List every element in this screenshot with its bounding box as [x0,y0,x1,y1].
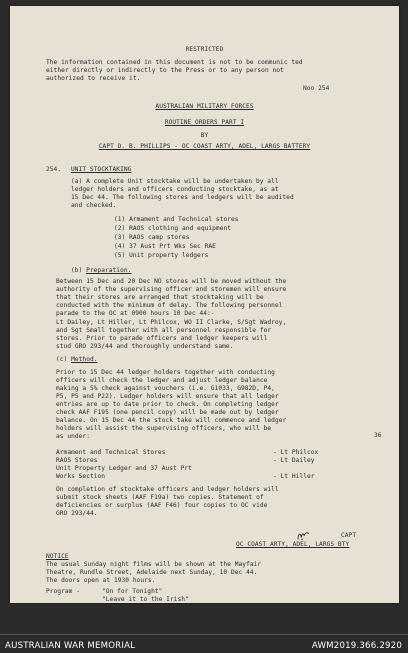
program-item: "On for Tonight" [102,588,163,595]
para-b-line: stud GRO 293/44 and thoroughly understand same. [56,343,234,350]
para-c-title: Method. [71,356,98,363]
handwritten-signature [295,528,311,541]
closing-line: deficiencies or surplus (AAF F46) four copies to OC vide [56,502,268,509]
document-page [10,6,399,603]
assignment-officer: - Lt Philcox [273,449,319,456]
closing-line: submit stock sheets (AAF F19a) two copies. Statement of [56,494,264,501]
institution-name: AUSTRALIAN WAR MEMORIAL [5,641,136,651]
program-label: Program - [46,588,80,595]
para-a-line: and checked. [71,202,117,209]
para-b-line: Lt Dailey, Lt Hiller, Lt Philcox, WO II Clarke, S/Sgt Wadroy, [56,319,287,326]
signature-rank: CAPT [341,532,357,539]
margin-number: 36 [374,432,382,439]
section-title: UNIT STOCKTAKING [71,166,132,173]
forces-heading: AUSTRALIAN MILITARY FORCES [155,103,254,110]
closing-line: On completion of stocktake officers and ledger holders will [56,486,279,493]
reference-number: AWM2019.366.2920 [311,641,402,651]
notice-heading: NOTICE [46,553,69,560]
notice-line: The usual Sunday night films will be shown at the Mayfair [46,561,262,568]
store-list-item: (2) RAOS clothing and equipment [114,225,232,232]
section-number: 254. [46,166,62,173]
assignment-store: Armament and Technical Stores [56,449,166,456]
assignment-officer: - Lt Hiller [273,473,315,480]
store-list-item: (1) Armament and Technical stores [114,216,239,223]
notice-line: authorized to receive it. [46,75,141,82]
para-b-line: that their stores are arranged that stocktaking will be [56,294,264,301]
assignment-store: Unit Property Ledger and 37 Aust Prt [56,465,192,472]
para-a-line: ledger holders and officers conducting stocktake, as at [71,186,279,193]
para-a-line: (a) A complete Unit stocktake will be undertaken by all [71,178,279,185]
para-b-line: parade to the OC at 0900 hours 10 Dec 44:- [56,310,215,317]
para-c-line: entries are up to date prior to check. On completing ledger [56,401,279,408]
notice-line: The information contained in this document is not to be communic ted [46,59,303,66]
notice-line: either directly or indirectly to the Press or to any person not [46,67,284,74]
by-line: BY [200,132,209,139]
para-c-heading [56,356,98,363]
program-item: "Leave it to the Irish" [102,596,189,603]
para-b-line: authority of the supervising officer and storemen will ensure [56,286,287,293]
orders-heading: ROUTINE ORDERS PART I [164,119,245,126]
assignment-store: RAOS Stores [56,457,98,464]
signature-title: OC COAST ARTY, ADEL, LARGS BTY [236,541,350,548]
para-a-line: 15 Dec 44. The following stores and ledgers will be audited [71,194,294,201]
commander-line: CAPT D. B. PHILLIPS - OC COAST ARTY, ADEL, LARGS BATTERY [98,143,311,150]
footer-divider [0,634,408,635]
para-b-line: and Sgt Small together with all personnel responsible for [56,327,272,334]
store-list-item: (3) RAOS camp stores [114,234,190,241]
para-b-line: Between 15 Dec and 20 Dec NO stores will be moved without the [56,278,287,285]
assignment-store: Works Section [56,473,106,480]
closing-line: GRO 293/44. [56,510,98,517]
para-c-line: holders will assist the supervising officers, who will be [56,425,272,432]
para-b-line: conducted with the minimum of delay. The following personnel [56,302,283,309]
para-b-label: (b) [71,267,87,274]
store-list-item: (4) 37 Aust Prt Wks Sec RAE [114,243,216,250]
notice-line: Theatre, Rundle Street, Adelaide next Sunday, 10 Dec 44. [46,569,258,576]
para-b-line: stores. Prior to parade officers and ledger keepers will [56,335,268,342]
restricted-heading: RESTRICTED [185,46,224,53]
para-c-line: balance. On 15 Dec 44 the stock take will commence and ledger [56,417,287,424]
para-c-line: P5, P5 and P22). Ledger holders will ensure that all ledger [56,393,279,400]
store-list-item: (5) Unit property ledgers [114,252,209,259]
para-c-line: Prior to 15 Dec 44 ledger holders together with conducting [56,369,275,376]
para-c-line: check AAF F195 (one pencil copy) will be made out by ledger [56,409,279,416]
para-b-heading [71,267,131,274]
para-c-line: as under: [56,433,90,440]
para-c-line: making a 5% check against vouchers (i.e. G1033, G982D, P4, [56,385,275,392]
para-b-title: Preparation. [86,267,132,274]
assignment-officer: - Lt Dailey [273,457,315,464]
para-c-line: officers will check the ledger and adjust ledger balance [56,377,268,384]
para-c-label: (c) [56,356,72,363]
archive-footer [0,604,408,653]
document-number: Noo 254 [303,85,330,92]
notice-line: The doors open at 1930 hours. [46,577,156,584]
